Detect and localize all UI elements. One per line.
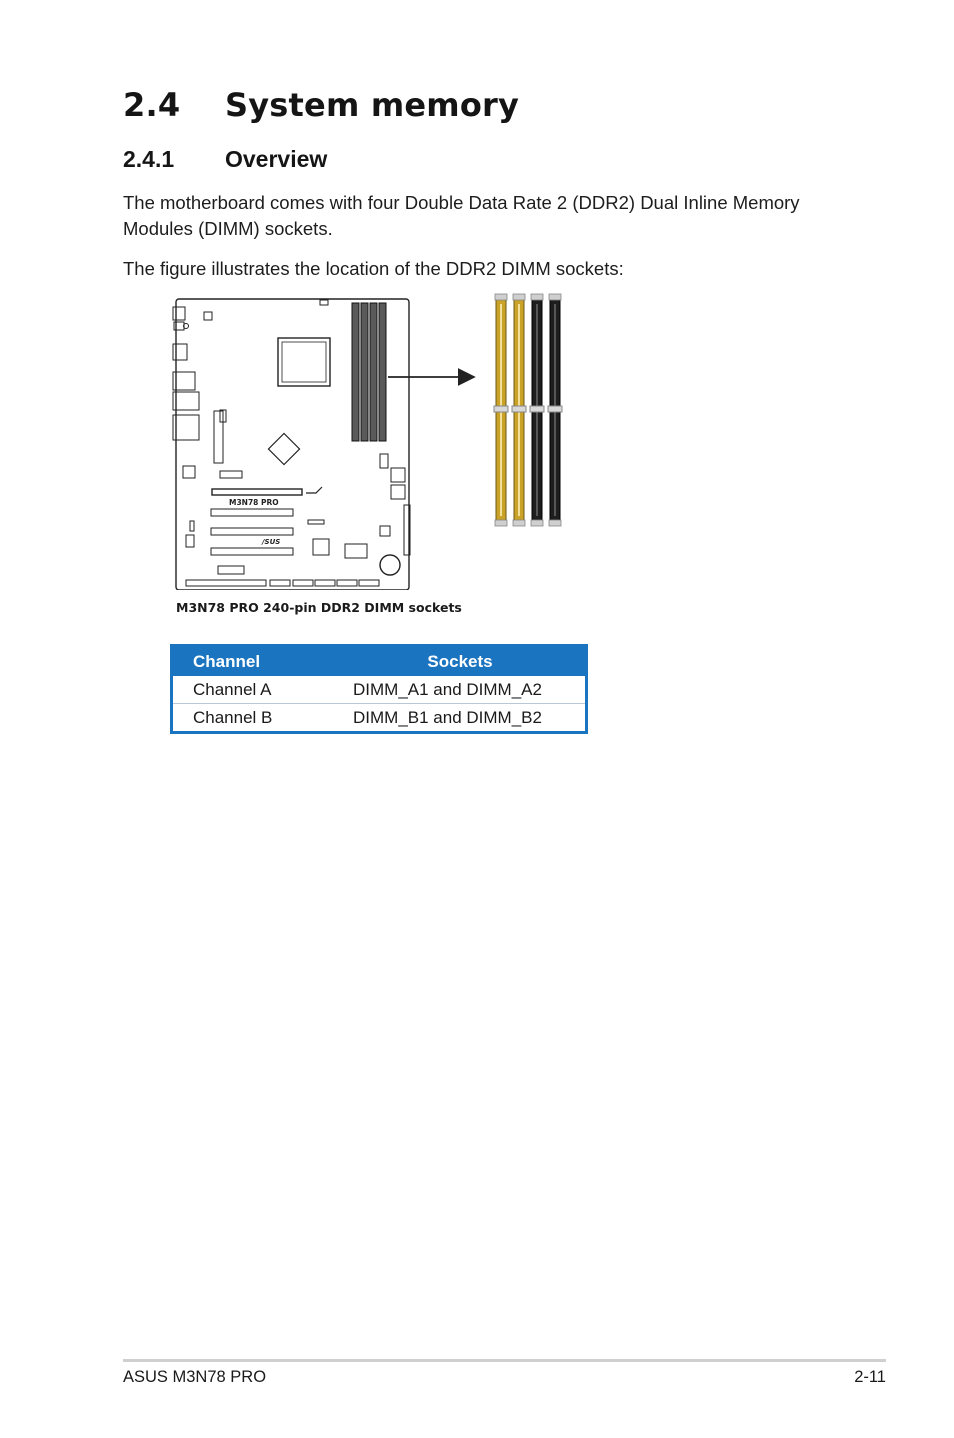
dimm-socket-b2 bbox=[548, 298, 562, 522]
section-heading bbox=[123, 86, 519, 124]
asus-logo: /SUS bbox=[262, 538, 281, 546]
section-title: System memory bbox=[225, 86, 520, 124]
subsection-title: Overview bbox=[225, 146, 328, 172]
cell-channel: Channel B bbox=[173, 704, 353, 732]
subsection-heading bbox=[123, 146, 327, 173]
enlarged-dimm-sockets bbox=[494, 294, 562, 526]
channel-table bbox=[170, 644, 588, 734]
section-number: 2.4 bbox=[123, 86, 181, 124]
table-header-row bbox=[173, 647, 585, 676]
header-channel: Channel bbox=[173, 647, 353, 676]
figure-caption: M3N78 PRO 240-pin DDR2 DIMM sockets bbox=[176, 600, 462, 615]
subsection-number: 2.4.1 bbox=[123, 146, 175, 172]
table-row bbox=[173, 704, 585, 732]
cell-sockets: DIMM_A1 and DIMM_A2 bbox=[353, 679, 542, 699]
dimm-socket-b1 bbox=[530, 298, 544, 522]
figure-intro-paragraph: The figure illustrates the location of the DDR2 DIMM sockets: bbox=[123, 258, 624, 279]
motherboard-layout-figure bbox=[160, 290, 580, 590]
header-sockets: Sockets bbox=[353, 647, 585, 676]
footer-product-name: ASUS M3N78 PRO bbox=[123, 1368, 267, 1386]
footer-rule bbox=[123, 1359, 886, 1362]
intro-paragraph: The motherboard comes with four Double Data Rate 2 (DDR2) Dual Inline Memory Modules (DIMM) sockets. bbox=[123, 192, 800, 239]
footer-page-number: 2-11 bbox=[854, 1368, 886, 1386]
cell-sockets: DIMM_B1 and DIMM_B2 bbox=[353, 704, 585, 732]
board-label: M3N78 PRO bbox=[229, 498, 279, 507]
cell-channel: Channel A bbox=[193, 679, 272, 699]
dimm-socket-a2 bbox=[512, 298, 526, 522]
dimm-socket-a1 bbox=[494, 298, 508, 522]
table-row bbox=[173, 676, 585, 704]
